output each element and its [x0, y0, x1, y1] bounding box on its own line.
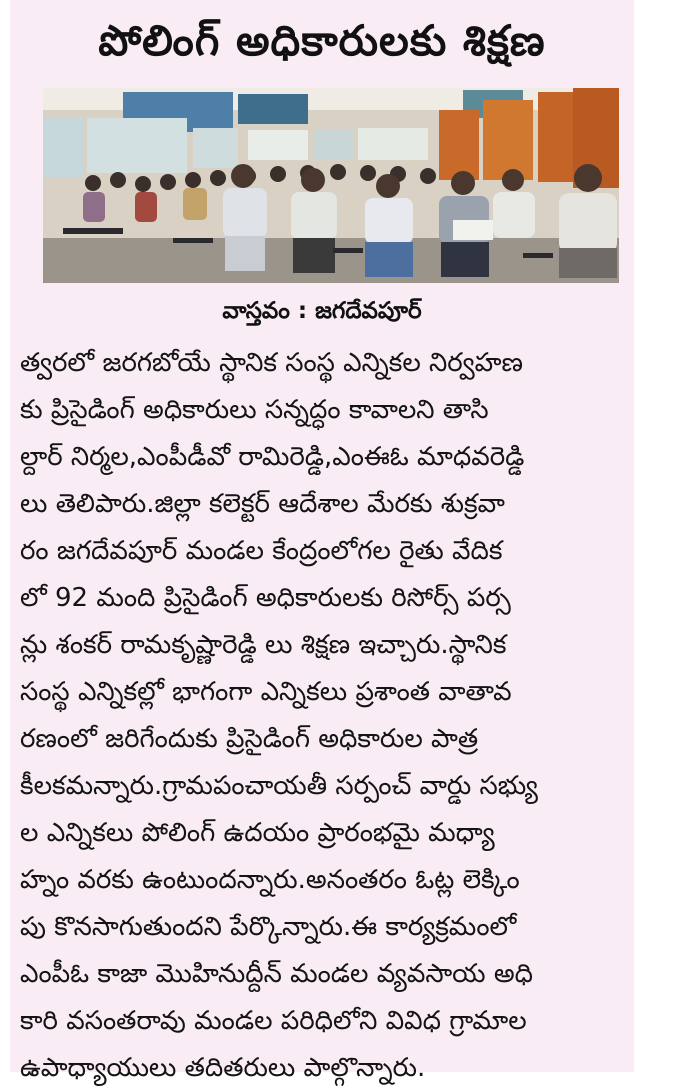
dateline: వాస్తవం : జగదేవపూర్	[222, 298, 422, 324]
body-line: సంస్థ ఎన్నికల్లో భాగంగా ఎన్నికలు ప్రశాంత వాతావ	[20, 677, 512, 707]
body-line: లో 92 మంది ప్రిసైడింగ్ అధికారులకు రిసోర్స్ పర్స	[20, 583, 511, 613]
body-line: పు కొనసాగుతుందని పేర్కొన్నారు.ఈ కార్యక్రమంలో	[20, 912, 517, 942]
body-line: ల ఎన్నికలు పోలింగ్ ఉదయం ప్రారంభమై మధ్యా	[20, 818, 495, 848]
body-line: రం జగదేవపూర్ మండల కేంద్రంలోగల రైతు వేదిక	[20, 536, 503, 566]
article-body	[20, 340, 632, 1092]
body-line: ఎంపీఓ కాజా మొహినుద్దీన్ మండల వ్యవసాయ అధి	[20, 959, 533, 989]
body-line: త్వరలో జరగబోయే స్థానిక సంస్థ ఎన్నికల నిర్వహణ	[20, 348, 523, 378]
body-line: ఉపాధ్యాయులు తదితరులు పాల్గొన్నారు.	[20, 1053, 426, 1083]
headline: పోలింగ్ అధికారులకు శిక్షణ	[98, 16, 546, 65]
body-line: కు ప్రిసైడింగ్ అధికారులు సన్నద్ధం కావాలని తాసి	[20, 395, 489, 425]
body-line: లు తెలిపారు.జిల్లా కలెక్టర్ ఆదేశాల మేరకు శుక్రవా	[20, 489, 505, 519]
body-line: హ్నం వరకు ఉంటుందన్నారు.అనంతరం ఓట్ల లెక్కిం	[20, 865, 520, 895]
body-line: కీలకమన్నారు.గ్రామపంచాయతీ సర్పంచ్ వార్డు సభ్యు	[20, 771, 538, 801]
body-line: ల్దార్ నిర్మల,ఎంపీడీవో రామిరెడ్డి,ఎంఈఓ మాధవరెడ్డి	[20, 442, 525, 472]
body-line: రణంలో జరిగేందుకు ప్రిసైడింగ్ అధికారుల పాత్ర	[20, 724, 479, 754]
training-session-photo	[43, 88, 619, 283]
body-line: న్లు శంకర్ రామకృష్ణారెడ్డి లు శిక్షణ ఇచ్చారు.స్థానిక	[20, 630, 507, 660]
article-photo	[43, 88, 619, 283]
newspaper-clipping	[10, 0, 634, 1083]
body-line: కారి వసంతరావు మండల పరిధిలోని వివిధ గ్రామాల	[20, 1006, 527, 1036]
